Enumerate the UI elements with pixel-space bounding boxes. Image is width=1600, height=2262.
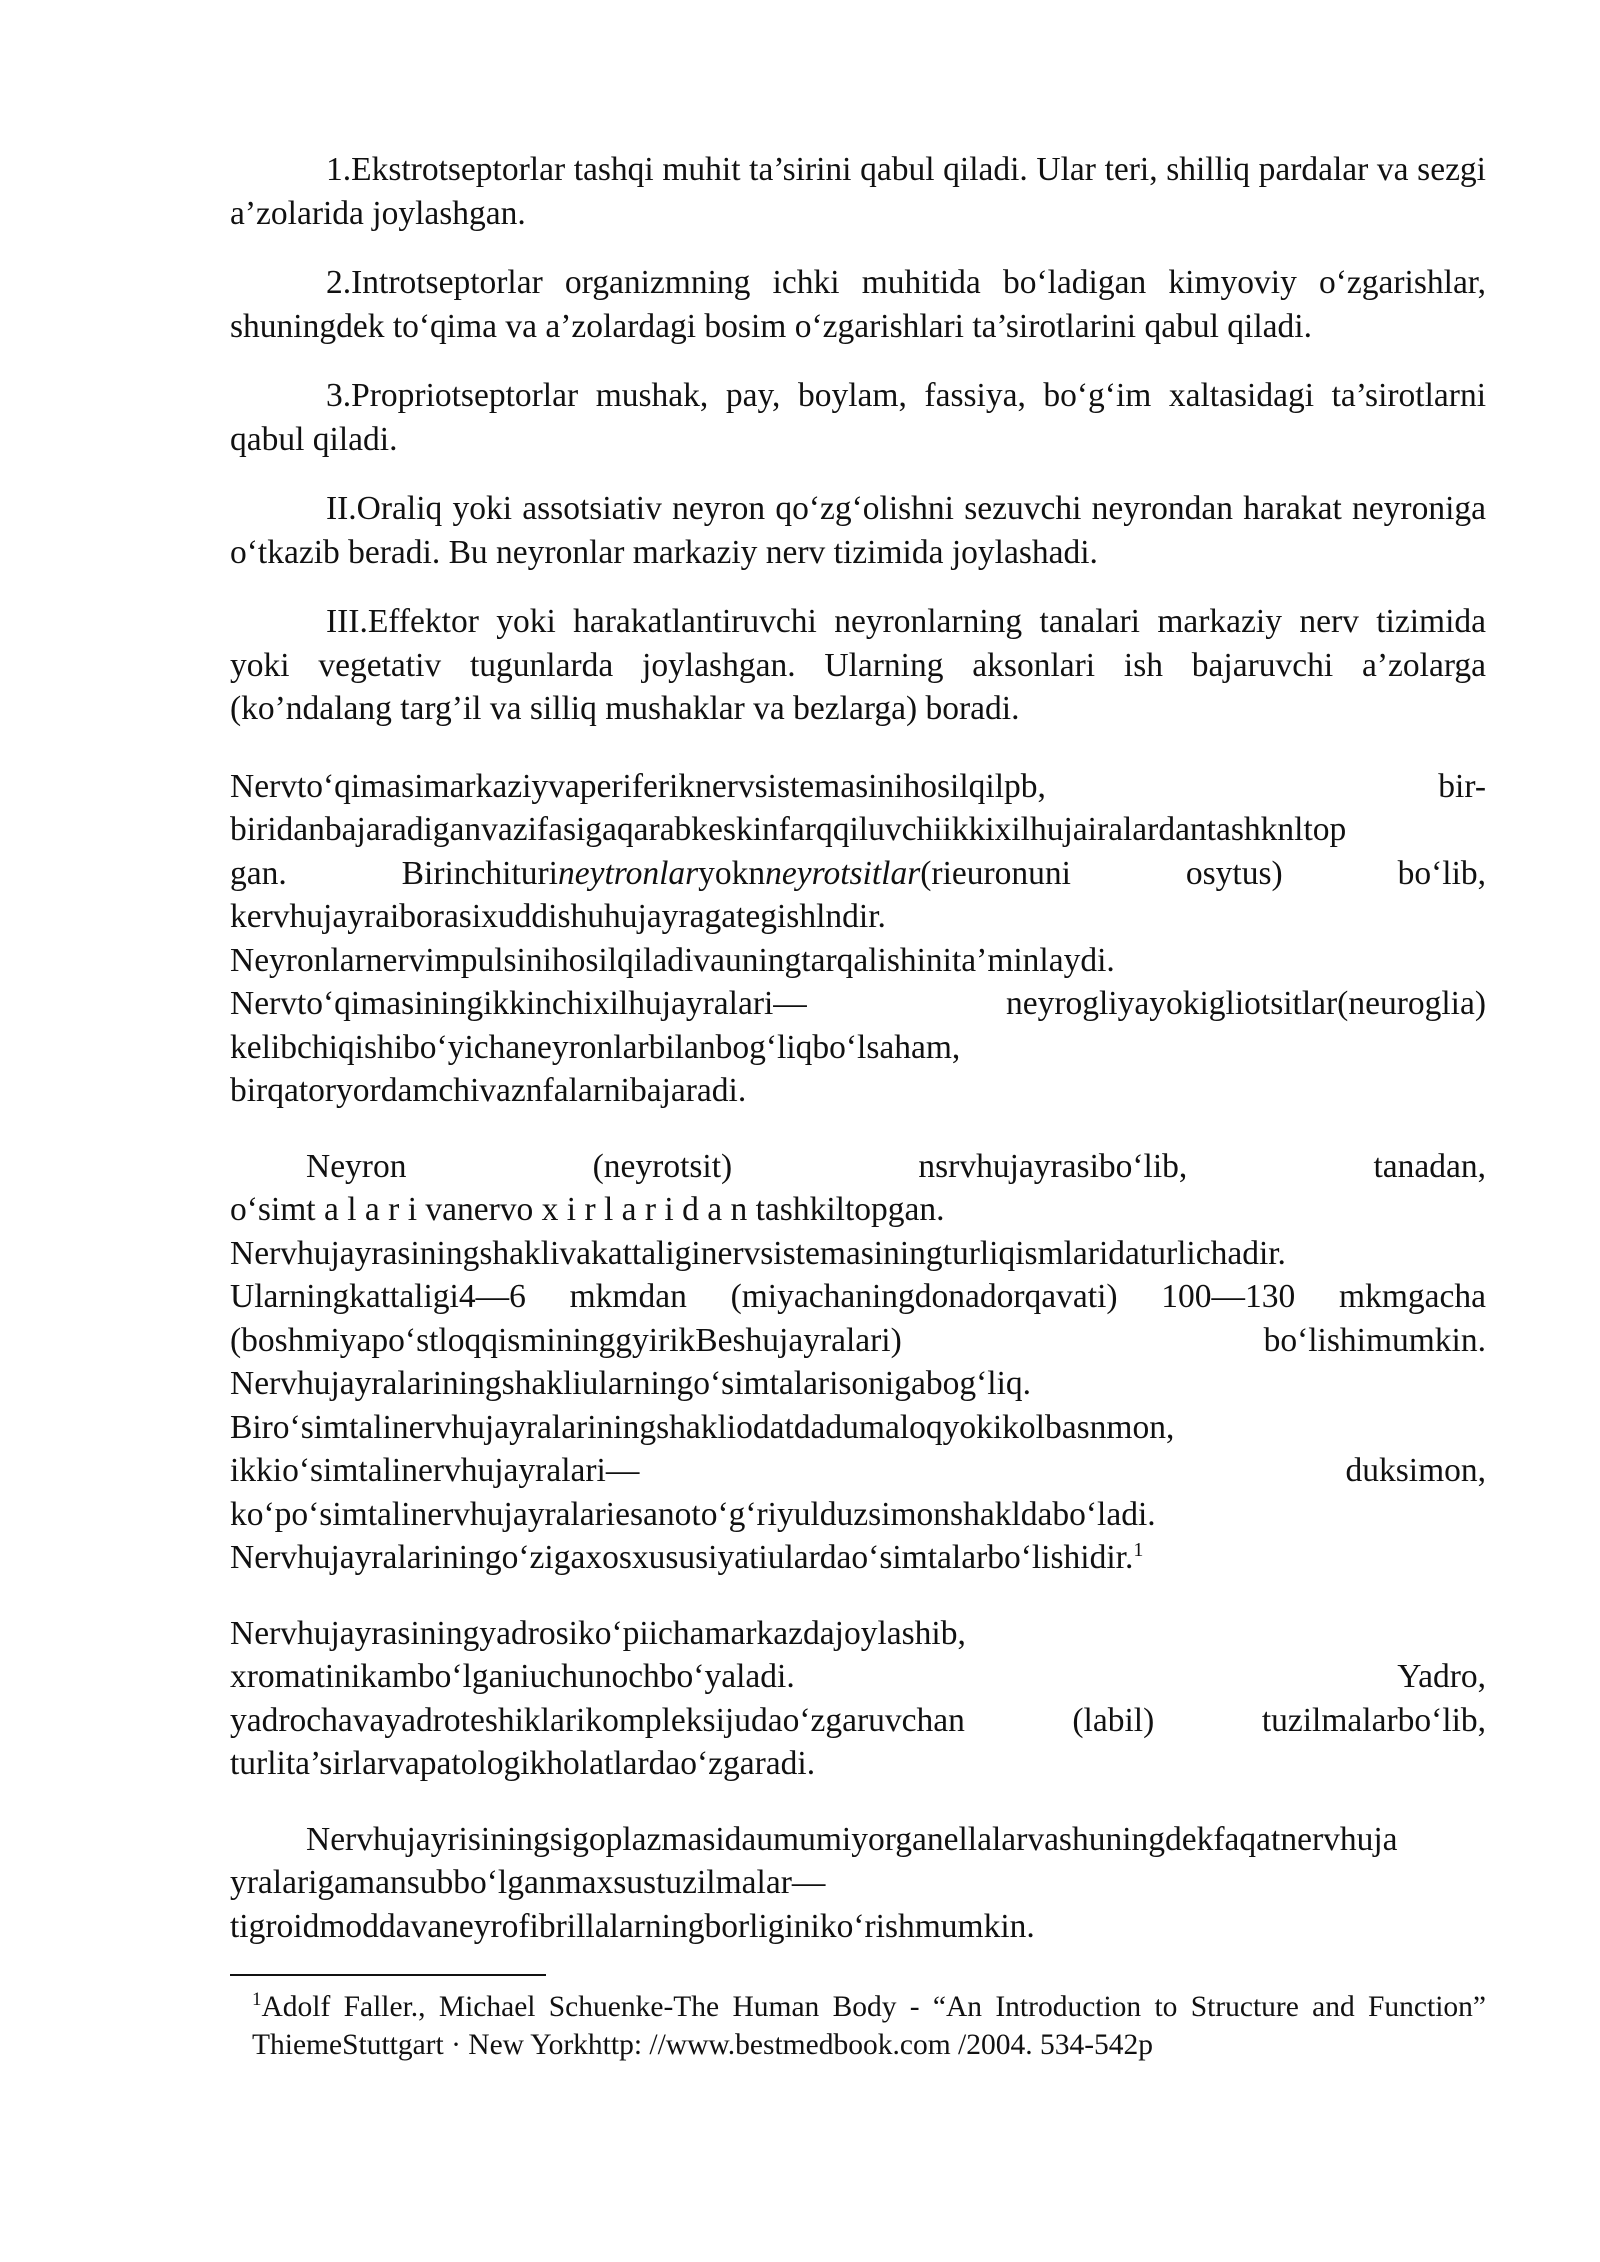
text-segment: bo‘lib, xyxy=(1397,854,1487,892)
text-segment: ikkio‘simtalinervhujayralari— xyxy=(230,1452,640,1489)
text-segment: tuzilmalarbo‘lib, xyxy=(1261,1701,1487,1739)
footnote-mark: 1 xyxy=(252,1989,262,2011)
text-line: Nervhujayrisiningsigoplazmasidaumumiyorganellalarvashuningdekfaqatnervhuja xyxy=(306,1820,1398,1858)
text-line xyxy=(230,982,1486,1026)
text-segment: Yadro, xyxy=(1397,1658,1486,1695)
text-line: kelibchiqishibo‘yichaneyronlarbilanbog‘liqbo‘lsaham, xyxy=(230,1028,961,1066)
footnote xyxy=(230,1988,1486,2064)
text-line xyxy=(230,1449,1486,1493)
text-segment: xromatinikambo‘lganiuchunochbo‘yaladi. xyxy=(230,1658,795,1695)
italic-term: neytronlar xyxy=(557,854,699,892)
paragraph-nucleus xyxy=(230,1612,1486,1786)
paragraph-neuron xyxy=(230,1145,1486,1580)
text-line: biridanbajaradiganvazifasigaqarabkeskinfarqqiluvchiikkixilhujairalardantashknltop xyxy=(230,811,1347,848)
paragraph-associative-neuron: II.Oraliq yoki assotsiativ neyron qo‘zg‘olishni sezuvchi neyrondan harakat neyroniga o‘tkazib beradi. Bu neyronlar markaziy nerv tizimida joylashadi. xyxy=(230,490,1486,571)
text-segment: bir- xyxy=(1438,767,1486,805)
text-line xyxy=(230,1319,1486,1363)
text-segment: bo‘lishimumkin. xyxy=(1263,1321,1486,1359)
italic-term: neyrotsitlar xyxy=(765,854,921,892)
text-segment: neyrogliyayokigliotsitlar(neuroglia) xyxy=(1005,985,1486,1022)
text-line: yralarigamansubbo‘lganmaxsustuzilmalar— xyxy=(230,1864,826,1901)
text-segment: Birinchituri xyxy=(401,854,558,892)
footnote-text: Adolf Faller., Michael Schuenke-The Human Body - “An Introduction to Structure and Function” ThiemeStuttgart · New Yorkhttp: //www.bestmedbook.com /2004. 534-542p xyxy=(252,1991,1486,2061)
paragraph-nerve-tissue xyxy=(230,765,1486,1113)
text-line xyxy=(230,1145,1486,1189)
paragraph-interoceptors: 2.Introtseptorlar organizmning ichki muhitida bo‘ladigan kimyoviy o‘zgarishlar, shuningdek to‘qima va a’zolardagi bosim o‘zgarishlari ta’sirotlarini qabul qiladi. xyxy=(230,264,1486,345)
text-line xyxy=(230,1655,1486,1699)
text-line: o‘simt a l a r i vanervo x i r l a r i d a n tashkiltopgan. xyxy=(230,1191,945,1228)
text-segment: gan. xyxy=(230,854,287,892)
text-line xyxy=(230,765,1486,809)
footnote-divider xyxy=(230,1974,546,1976)
text-line: ko‘po‘simtalinervhujayralariesanoto‘g‘riyulduzsimonshakldabo‘ladi. xyxy=(230,1495,1156,1533)
text-segment: tanadan, xyxy=(1373,1147,1487,1185)
text-segment: duksimon, xyxy=(1345,1452,1486,1489)
text-segment: Nervhujayralariningo‘zigaxosxususiyatiulardao‘simtalarbo‘lishidir. xyxy=(230,1539,1134,1576)
text-line: Nervhujayrasiningshaklivakattaliginervsistemasiningturliqismlaridaturlichadir. xyxy=(230,1234,1286,1272)
text-line xyxy=(230,1699,1486,1743)
paragraph-exteroceptors: 1.Ekstrotseptorlar tashqi muhit ta’sirini qabul qiladi. Ular teri, shilliq pardalar va sezgi a’zolarida joylashgan. xyxy=(230,151,1486,232)
paragraph-effector-neuron: III.Effektor yoki harakatlantiruvchi neyronlarning tanalari markaziy nerv tizimida yoki vegetativ tugunlarda joylashgan. Ularning aksonlari ish bajaruvchi a’zolarga (ko’ndalang targ’il va silliq mushaklar va bezlarga) boradi. xyxy=(230,603,1486,727)
text-line xyxy=(230,852,1486,896)
text-segment: (boshmiyapo‘stloqqismininggyirikBeshujayralari) xyxy=(230,1321,902,1359)
text-line: turlita’sirlarvapatologikholatlardao‘zgaradi. xyxy=(230,1745,816,1782)
paragraph-cytoplasm xyxy=(230,1818,1486,1949)
text-line: kervhujayraiborasixuddishuhujayragategishlndir. xyxy=(230,898,886,935)
text-segment: (neyrotsit) xyxy=(592,1147,733,1185)
text-line: Nervhujayralariningshakliularningo‘simtalarisonigabog‘liq. xyxy=(230,1365,1032,1402)
text-line: Neyronlarnervimpulsinihosilqiladivauningtarqalishinita’minlaydi. xyxy=(230,941,1115,979)
text-segment: Nervto‘qimasimarkaziyvaperiferiknervsistemasinihosilqilpb, xyxy=(230,767,1046,805)
text-segment: osytus) xyxy=(1185,854,1283,892)
text-segment: nsrvhujayrasibo‘lib, xyxy=(918,1147,1188,1185)
text-line: birqatoryordamchivaznfalarnibajaradi. xyxy=(230,1072,747,1109)
text-line xyxy=(230,1536,1486,1580)
text-segment: Nervto‘qimasiningikkinchixilhujayralari— xyxy=(230,985,807,1022)
text-segment: yadrochavayadroteshiklarikompleksijudao‘zgaruvchan xyxy=(230,1701,965,1739)
text-line: tigroidmoddavaneyrofibrillalarningborliginiko‘rishmumkin. xyxy=(230,1907,1035,1945)
footnote-reference[interactable]: 1 xyxy=(1133,1538,1144,1561)
text-line: Biro‘simtalinervhujayralariningshakliodatdadumaloqyokikolbasnmon, xyxy=(230,1408,1175,1446)
document-page xyxy=(230,148,1486,2064)
paragraph-proprioceptors: 3.Propriotseptorlar mushak, pay, boylam, fassiya, bo‘g‘im xaltasidagi ta’sirotlarni qabul qiladi. xyxy=(230,377,1486,458)
text-segment: (rieuronuni xyxy=(920,854,1071,892)
text-segment: Neyron xyxy=(306,1147,407,1185)
text-line: Nervhujayrasiningyadrosiko‘piichamarkazdajoylashib, xyxy=(230,1614,966,1652)
text-line: Ularningkattaligi4—6 mkmdan (miyachaningdonadorqavati) 100—130 mkmgacha xyxy=(230,1278,1486,1315)
text-segment: (labil) xyxy=(1072,1701,1155,1739)
text-segment: yokn xyxy=(698,854,766,892)
